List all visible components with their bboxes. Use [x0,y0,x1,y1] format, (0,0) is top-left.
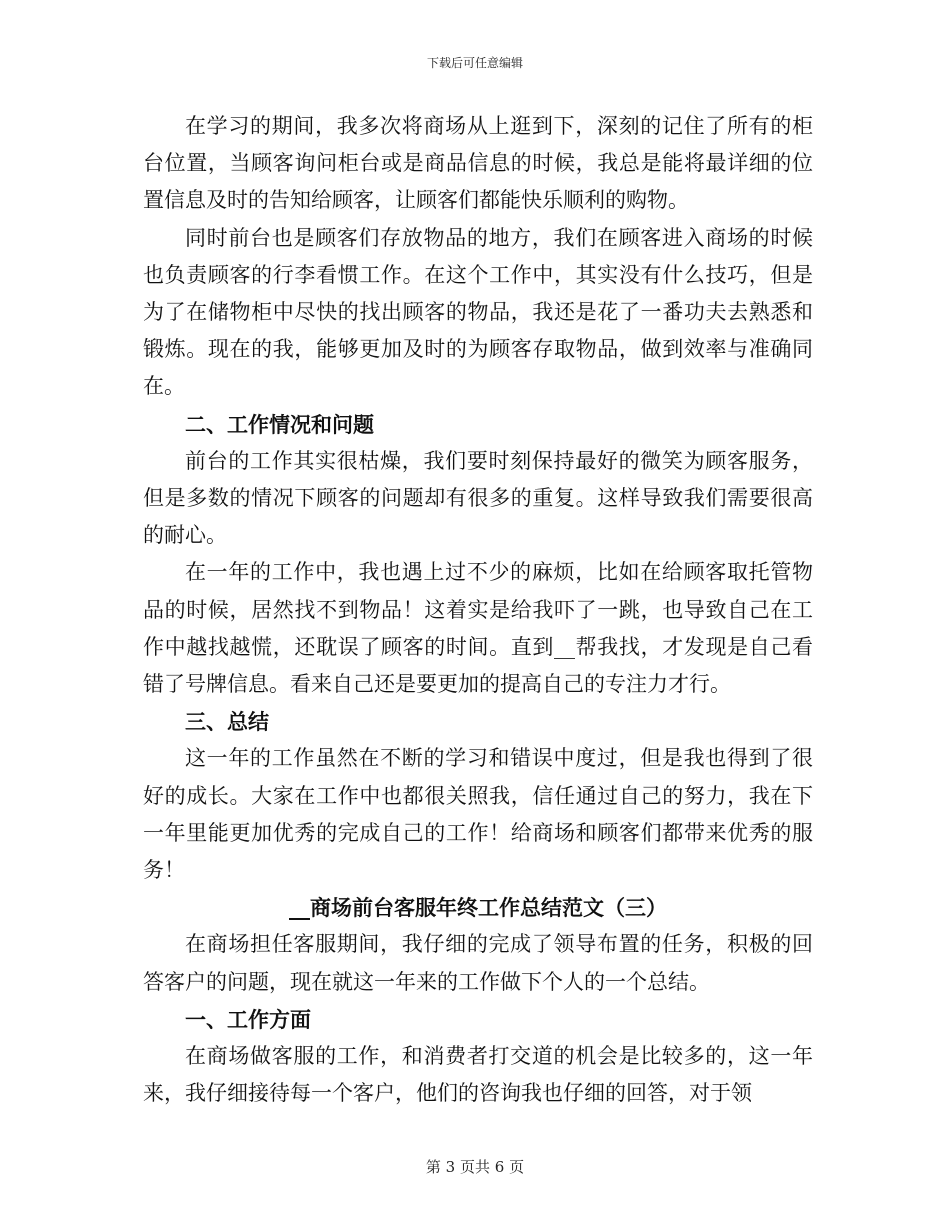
page-footer: 第 3 页共 6 页 [425,1158,525,1176]
paragraph-intro: 在商场担任客服期间，我仔细的完成了领导布置的任务，积极的回答客户的问题，现在就这一年来的工作做下个人的一个总结。 [143,932,813,994]
section-heading-work-issues: 二、工作情况和问题 [185,411,374,437]
paragraph-learning: 在学习的期间，我多次将商场从上逛到下，深刻的记住了所有的柜台位置，当顾客询问柜台或是商品信息的时候，我总是能将最详细的位置信息及时的告知给顾客，让顾客们都能快乐顺利的购物。 [143,114,813,213]
paragraph-storage: 同时前台也是顾客们存放物品的地方，我们在顾客进入商场的时候也负责顾客的行李看惯工作。在这个工作中，其实没有什么技巧，但是为了在储物柜中尽快的找出顾客的物品，我还是花了一番功夫去熟悉和锻炼。现在的我，能够更加及时的为顾客存取物品，做到效率与准确同在。 [143,225,813,399]
page-header: 下载后可任意编辑 [426,56,523,70]
paragraph-work-aspect: 在商场做客服的工作，和消费者打交道的机会是比较多的，这一年来，我仔细接待每一个客户，他们的咨询我也仔细的回答，对于领 [143,1044,813,1106]
paragraph-front-desk: 前台的工作其实很枯燥，我们要时刻保持最好的微笑为顾客服务，但是多数的情况下顾客的问题却有很多的重复。这样导致我们需要很高的耐心。 [143,448,813,548]
section-heading-summary: 三、总结 [185,709,269,735]
section-heading-work-aspect: 一、工作方面 [185,1006,311,1032]
paragraph-trouble: 在一年的工作中，我也遇上过不少的麻烦，比如在给顾客取托管物品的时候，居然找不到物品！这着实是给我吓了一跳，也导致自己在工作中越找越慌，还耽误了顾客的时间。直到__帮我找，才发现是自己看错了号牌信息。看来自己还是要更加的提高自己的专注力才行。 [143,560,813,697]
document-body [143,108,813,1112]
document-title: __商场前台客服年终工作总结范文（三） [289,895,667,921]
paragraph-summary: 这一年的工作虽然在不断的学习和错误中度过，但是我也得到了很好的成长。大家在工作中也都很关照我，信任通过自己的努力，我在下一年里能更加优秀的完成自己的工作！给商场和顾客们都带来优秀的服务！ [143,746,813,883]
